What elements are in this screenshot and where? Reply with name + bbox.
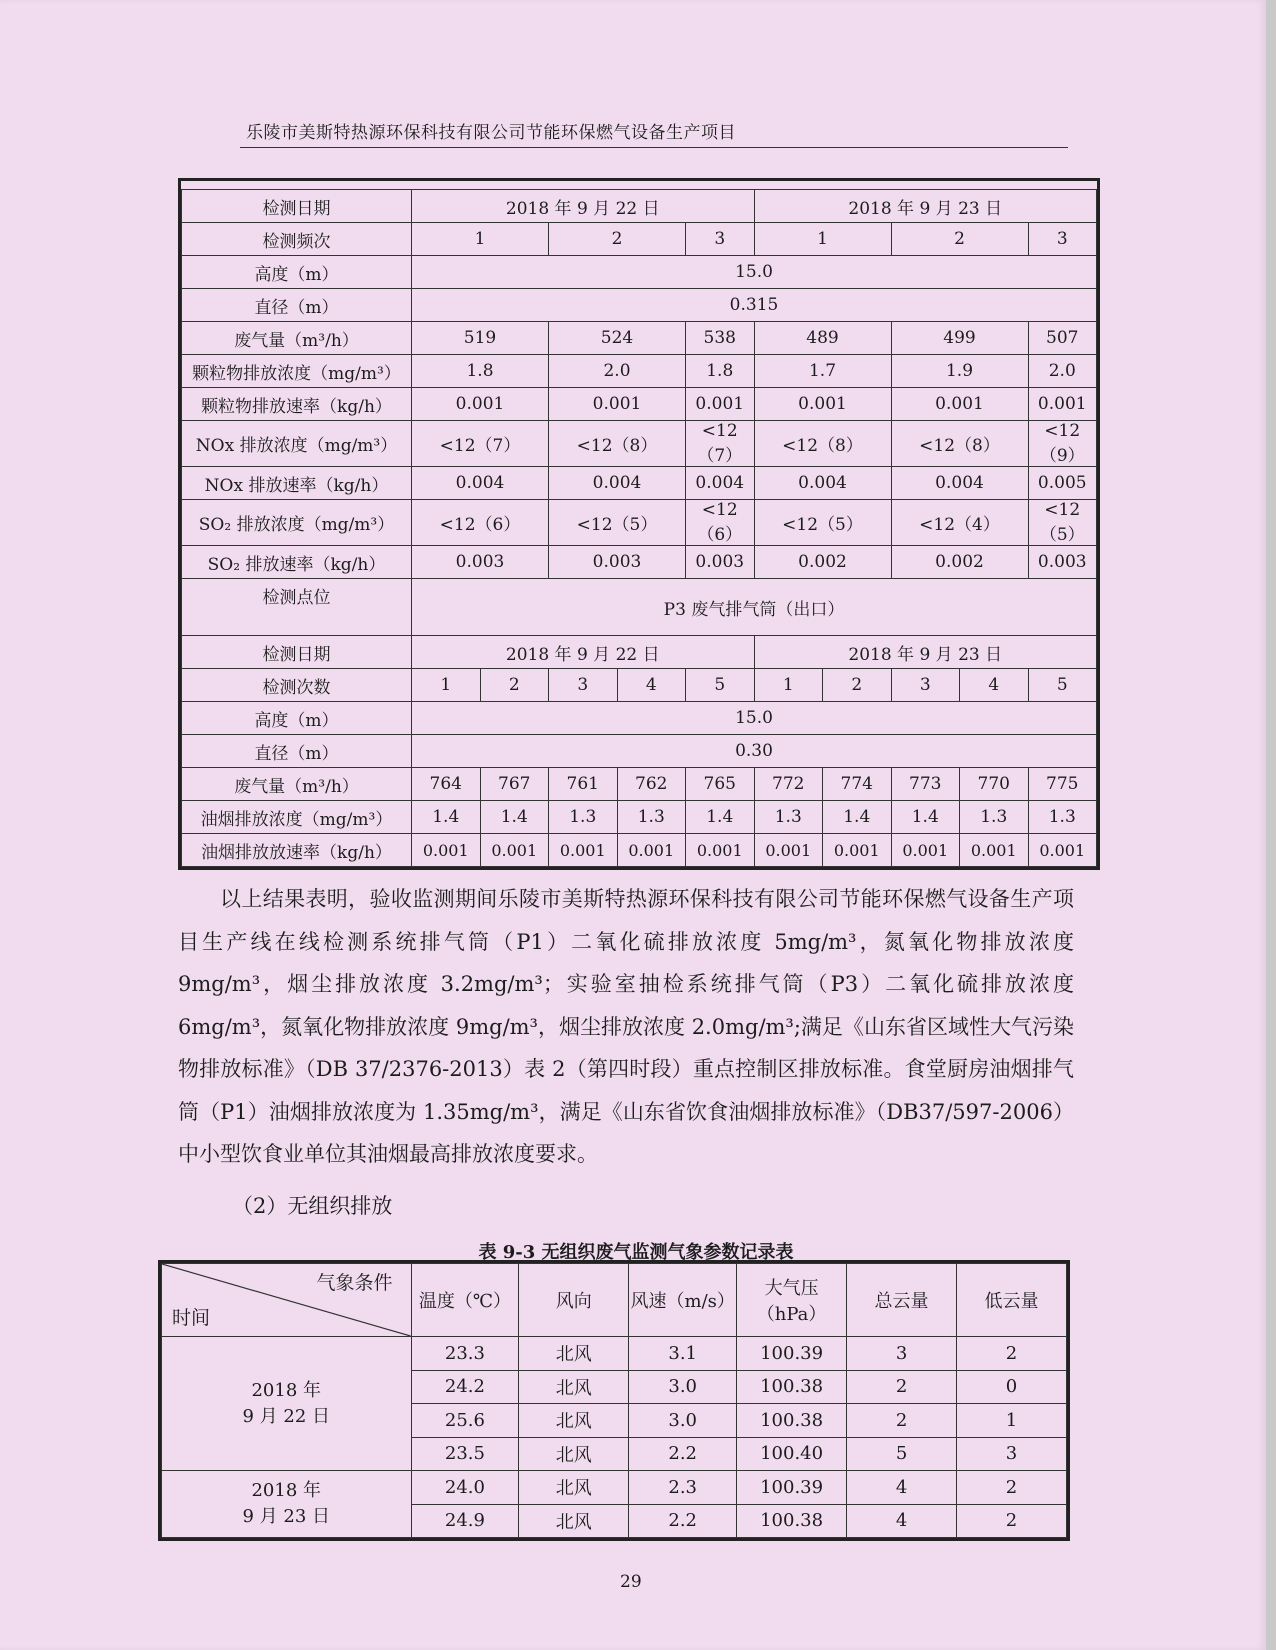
freq-cell: 2 (549, 223, 686, 256)
conclusion-paragraph (178, 878, 1074, 1176)
value-cell: 3.0 (629, 1370, 737, 1404)
row-label: NOx 排放浓度（mg/m³） (182, 421, 412, 467)
column-header: 温度（℃） (411, 1264, 519, 1337)
value-cell: 0.001 (412, 388, 549, 421)
value-cell: <12（5） (549, 500, 686, 546)
height-label: 高度（m） (182, 256, 412, 289)
value-cell: 2 (847, 1370, 957, 1404)
row-label: 废气量（m³/h） (182, 322, 412, 355)
value-cell: 北风 (519, 1337, 629, 1371)
value-cell: 0.001 (686, 834, 755, 867)
value-cell: 23.3 (411, 1337, 519, 1371)
value-cell: 0.001 (754, 834, 823, 867)
value-cell: <12（7） (412, 421, 549, 467)
value-cell: 3.0 (629, 1404, 737, 1438)
count-cell: 3 (891, 669, 960, 702)
page-header: 乐陵市美斯特热源环保科技有限公司节能环保燃气设备生产项目 (246, 123, 736, 143)
count-cell: 3 (549, 669, 618, 702)
value-cell: 3.1 (629, 1337, 737, 1371)
value-cell: 538 (686, 322, 755, 355)
value-cell: 0.003 (686, 546, 755, 579)
value-cell: <12（7） (686, 421, 755, 467)
value-cell: 0.002 (754, 546, 891, 579)
value-cell: 775 (1028, 768, 1097, 801)
value-cell: 507 (1028, 322, 1097, 355)
value-cell: 1.4 (480, 801, 549, 834)
count-cell: 5 (686, 669, 755, 702)
value-cell: 0.004 (549, 467, 686, 500)
value-cell: 4 (847, 1471, 957, 1505)
value-cell: 773 (891, 768, 960, 801)
value-cell: 100.39 (737, 1337, 847, 1371)
diameter-label: 直径（m） (182, 289, 412, 322)
value-cell: 1.3 (617, 801, 686, 834)
corner-bottom-label: 时间 (172, 1307, 211, 1329)
value-cell: 1.3 (549, 801, 618, 834)
value-cell: <12（8） (549, 421, 686, 467)
value-cell: 767 (480, 768, 549, 801)
value-cell: 762 (617, 768, 686, 801)
corner-header (162, 1264, 412, 1337)
value-cell: 2.0 (1028, 355, 1097, 388)
value-cell: 0.001 (1028, 388, 1097, 421)
value-cell: 2 (957, 1471, 1067, 1505)
value-cell: 1.4 (412, 801, 481, 834)
page-edge (1266, 0, 1276, 1650)
count-cell: 1 (412, 669, 481, 702)
table-caption: 表 9-3 无组织废气监测气象参数记录表 (478, 1242, 794, 1263)
value-cell: 100.40 (737, 1437, 847, 1471)
freq-cell: 1 (754, 223, 891, 256)
height-value: 15.0 (412, 702, 1097, 735)
value-cell: 524 (549, 322, 686, 355)
value-cell: 北风 (519, 1370, 629, 1404)
column-header: 风向 (519, 1264, 629, 1337)
value-cell: 519 (412, 322, 549, 355)
value-cell: 2.2 (629, 1437, 737, 1471)
value-cell: 0.001 (617, 834, 686, 867)
date-label: 检测日期 (182, 190, 412, 223)
diagonal-header (162, 1264, 411, 1336)
value-cell: <12（5） (1028, 500, 1097, 546)
row-label: NOx 排放速率（kg/h） (182, 467, 412, 500)
count-cell: 2 (480, 669, 549, 702)
value-cell: 1.7 (754, 355, 891, 388)
value-cell: 0.003 (412, 546, 549, 579)
value-cell: 5 (847, 1437, 957, 1471)
value-cell: 0.001 (823, 834, 892, 867)
count-cell: 1 (754, 669, 823, 702)
value-cell: 0.001 (412, 834, 481, 867)
value-cell: 1.3 (960, 801, 1029, 834)
value-cell: 北风 (519, 1471, 629, 1505)
value-cell: <12（5） (754, 500, 891, 546)
row-label: SO₂ 排放速率（kg/h） (182, 546, 412, 579)
value-cell: <12（9） (1028, 421, 1097, 467)
value-cell: 25.6 (411, 1404, 519, 1438)
value-cell: 1.8 (686, 355, 755, 388)
value-cell: 2 (847, 1404, 957, 1438)
column-header: 大气压（hPa） (737, 1264, 847, 1337)
value-cell: 761 (549, 768, 618, 801)
value-cell: 0 (957, 1370, 1067, 1404)
value-cell: 2.0 (549, 355, 686, 388)
row-label: 油烟排放放速率（kg/h） (182, 834, 412, 867)
date-cell: 2018 年 9 月 23 日 (162, 1471, 412, 1538)
weather-table (158, 1260, 1070, 1541)
header-rule (240, 147, 1068, 148)
value-cell: 北风 (519, 1404, 629, 1438)
row-label: SO₂ 排放浓度（mg/m³） (182, 500, 412, 546)
corner-top-label: 气象条件 (316, 1272, 393, 1294)
value-cell: 489 (754, 322, 891, 355)
value-cell: 0.003 (1028, 546, 1097, 579)
date-cell: 2018 年 9 月 22 日 (412, 190, 755, 223)
value-cell: 100.38 (737, 1370, 847, 1404)
count-cell: 4 (617, 669, 686, 702)
location-label: 检测点位 (182, 579, 412, 636)
count-cell: 5 (1028, 669, 1097, 702)
value-cell: <12（8） (754, 421, 891, 467)
row-label: 颗粒物排放浓度（mg/m³） (182, 355, 412, 388)
page-number: 29 (620, 1572, 642, 1592)
value-cell: 4 (847, 1504, 957, 1538)
value-cell: 1.4 (891, 801, 960, 834)
weather-table-grid (161, 1263, 1067, 1538)
diameter-label: 直径（m） (182, 735, 412, 768)
value-cell: 3 (957, 1437, 1067, 1471)
value-cell: 2 (957, 1504, 1067, 1538)
value-cell: 1.4 (823, 801, 892, 834)
freq-label: 检测频次 (182, 223, 412, 256)
value-cell: 2 (957, 1337, 1067, 1371)
value-cell: 1.3 (1028, 801, 1097, 834)
value-cell: 1.9 (891, 355, 1028, 388)
freq-cell: 3 (1028, 223, 1097, 256)
freq-cell: 3 (686, 223, 755, 256)
value-cell: 772 (754, 768, 823, 801)
value-cell: 0.001 (891, 834, 960, 867)
value-cell: <12（6） (412, 500, 549, 546)
value-cell: 770 (960, 768, 1029, 801)
freq-cell: 2 (891, 223, 1028, 256)
value-cell: 24.9 (411, 1504, 519, 1538)
date-cell: 2018 年 9 月 23 日 (754, 190, 1097, 223)
value-cell: 北风 (519, 1437, 629, 1471)
value-cell: 765 (686, 768, 755, 801)
value-cell: 774 (823, 768, 892, 801)
column-header: 总云量 (847, 1264, 957, 1337)
value-cell: 0.001 (754, 388, 891, 421)
count-cell: 4 (960, 669, 1029, 702)
date-cell: 2018 年 9 月 22 日 (162, 1337, 412, 1471)
emission-table (178, 178, 1100, 870)
value-cell: 0.001 (480, 834, 549, 867)
height-label: 高度（m） (182, 702, 412, 735)
column-header: 风速（m/s） (629, 1264, 737, 1337)
location-value: P3 废气排气筒（出口） (412, 579, 1097, 636)
value-cell: 2.3 (629, 1471, 737, 1505)
value-cell: 499 (891, 322, 1028, 355)
value-cell: 2.2 (629, 1504, 737, 1538)
date-label: 检测日期 (182, 636, 412, 669)
value-cell: 0.001 (891, 388, 1028, 421)
value-cell: 1.8 (412, 355, 549, 388)
freq-cell: 1 (412, 223, 549, 256)
value-cell: 1.3 (754, 801, 823, 834)
value-cell: 0.005 (1028, 467, 1097, 500)
section-subheading: （2）无组织排放 (232, 1194, 393, 1218)
value-cell: 0.002 (891, 546, 1028, 579)
value-cell: <12（8） (891, 421, 1028, 467)
value-cell: 24.0 (411, 1471, 519, 1505)
height-value: 15.0 (412, 256, 1097, 289)
row-label: 废气量（m³/h） (182, 768, 412, 801)
diameter-value: 0.30 (412, 735, 1097, 768)
value-cell: 0.001 (549, 834, 618, 867)
date-cell: 2018 年 9 月 23 日 (754, 636, 1097, 669)
value-cell: <12（6） (686, 500, 755, 546)
date-cell: 2018 年 9 月 22 日 (412, 636, 755, 669)
value-cell: 23.5 (411, 1437, 519, 1471)
diameter-value: 0.315 (412, 289, 1097, 322)
value-cell: 北风 (519, 1504, 629, 1538)
conclusion-text: 以上结果表明，验收监测期间乐陵市美斯特热源环保科技有限公司节能环保燃气设备生产项目生产线在线检测系统排气筒（P1）二氧化硫排放浓度 5mg/m³，氮氧化物排放浓度 9mg/m³，烟尘排放浓度 3.2mg/m³；实验室抽检系统排气筒（P3）二氧化硫排放浓度 6mg/m³，氮氧化物排放浓度 9mg/m³，烟尘排放浓度 2.0mg/m³;满足《山东省区域性大气污染物排放标准》（DB 37/2376-2013）表 2（第四时段）重点控制区排放标准。食堂厨房油烟排气筒（P1）油烟排放浓度为 1.35mg/m³，满足《山东省饮食油烟排放标准》（DB37/597-2006）中小型饮食业单位其油烟最高排放浓度要求。 (178, 887, 1074, 1166)
count-label: 检测次数 (182, 669, 412, 702)
value-cell: 0.004 (754, 467, 891, 500)
value-cell: 1.4 (686, 801, 755, 834)
value-cell: 100.39 (737, 1471, 847, 1505)
emission-table-grid (181, 189, 1097, 867)
value-cell: 0.001 (1028, 834, 1097, 867)
value-cell: 0.004 (412, 467, 549, 500)
value-cell: 0.004 (891, 467, 1028, 500)
value-cell: 100.38 (737, 1504, 847, 1538)
value-cell: 3 (847, 1337, 957, 1371)
row-label: 油烟排放浓度（mg/m³） (182, 801, 412, 834)
row-label: 颗粒物排放速率（kg/h） (182, 388, 412, 421)
count-cell: 2 (823, 669, 892, 702)
value-cell: 24.2 (411, 1370, 519, 1404)
value-cell: 0.001 (960, 834, 1029, 867)
value-cell: 0.001 (686, 388, 755, 421)
value-cell: <12（4） (891, 500, 1028, 546)
column-header: 低云量 (957, 1264, 1067, 1337)
value-cell: 100.38 (737, 1404, 847, 1438)
value-cell: 0.001 (549, 388, 686, 421)
value-cell: 1 (957, 1404, 1067, 1438)
value-cell: 764 (412, 768, 481, 801)
value-cell: 0.004 (686, 467, 755, 500)
value-cell: 0.003 (549, 546, 686, 579)
